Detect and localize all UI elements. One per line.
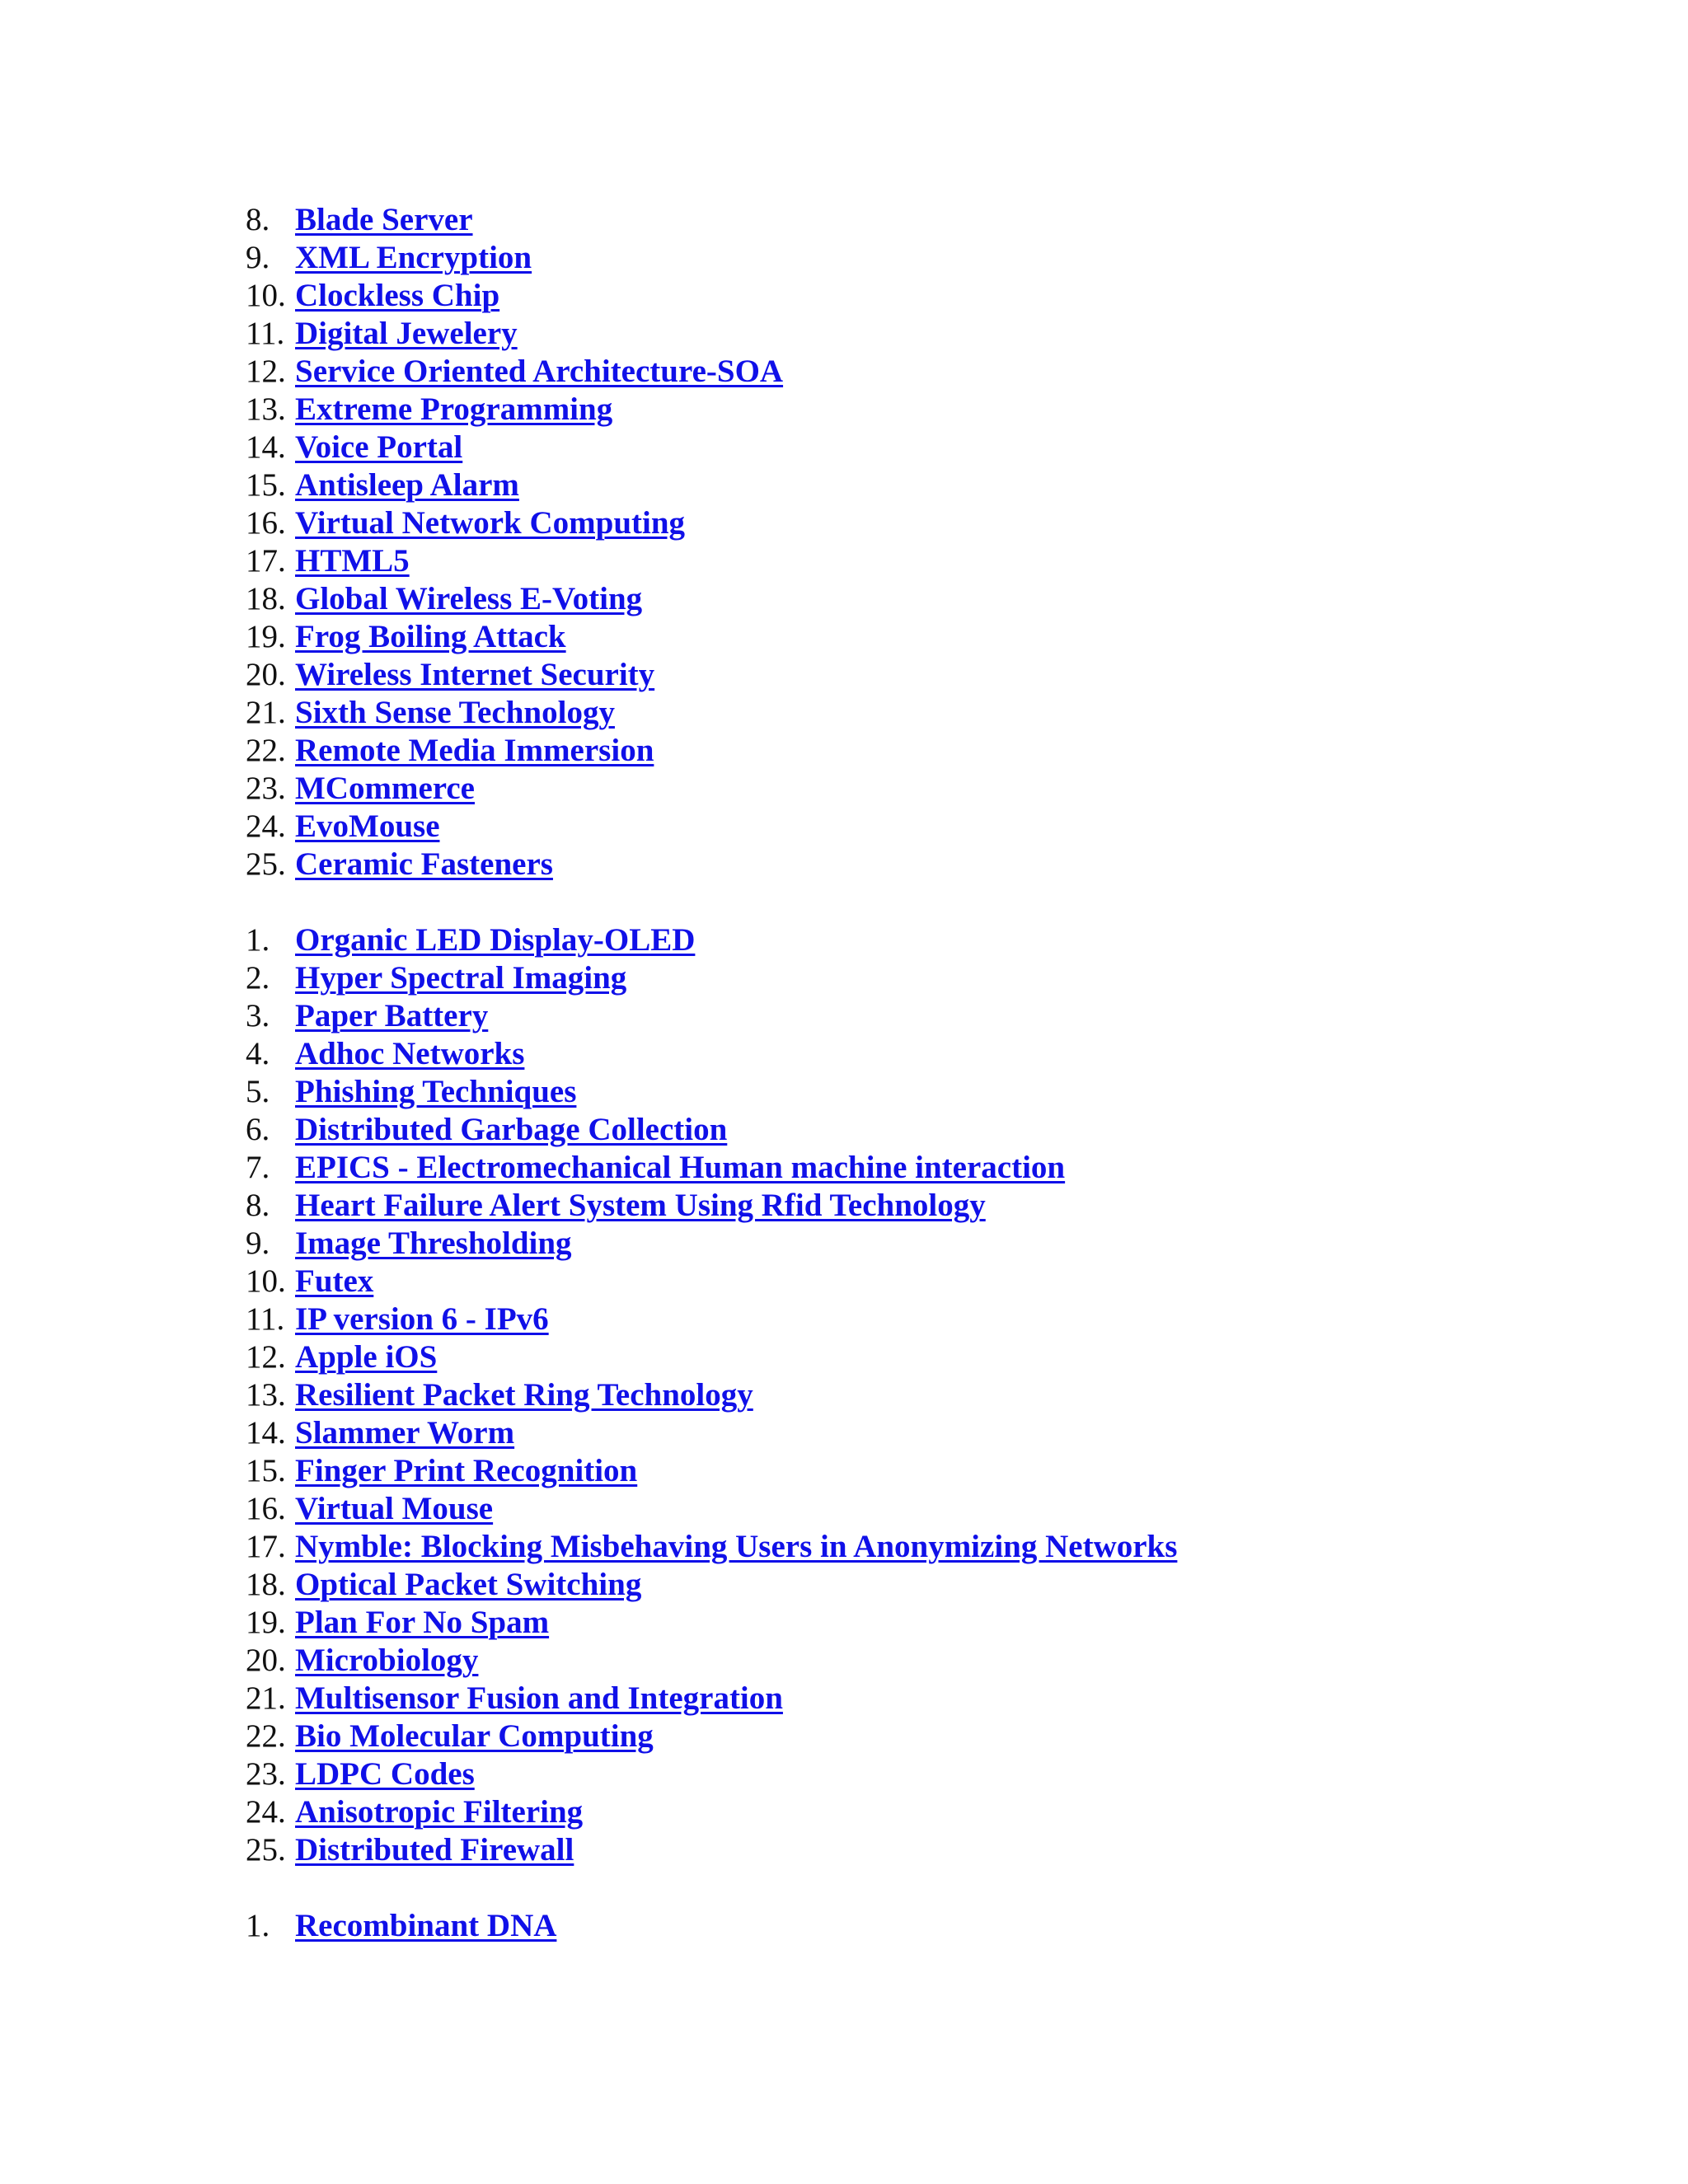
item-number: 1. [246, 922, 270, 958]
list-item [246, 1111, 1647, 1149]
item-number: 25. [246, 1832, 286, 1868]
topic-link[interactable]: IP version 6 - IPv6 [295, 1301, 549, 1337]
topic-link[interactable]: Extreme Programming [295, 391, 613, 427]
topic-link[interactable]: Paper Battery [295, 998, 489, 1033]
list-item [246, 1301, 1647, 1338]
topic-link[interactable]: Ceramic Fasteners [295, 846, 553, 882]
topic-link[interactable]: Resilient Packet Ring Technology [295, 1377, 753, 1413]
list-item [246, 997, 1647, 1035]
item-number: 21. [246, 1680, 286, 1716]
topic-link[interactable]: Phishing Techniques [295, 1074, 577, 1109]
topic-link[interactable]: Antisleep Alarm [295, 467, 519, 503]
list-item [246, 1793, 1647, 1831]
topic-link[interactable]: Wireless Internet Security [295, 657, 655, 692]
item-number: 4. [246, 1036, 270, 1071]
topic-link[interactable]: Adhoc Networks [295, 1036, 525, 1071]
list-item [246, 694, 1647, 732]
item-number: 12. [246, 354, 286, 389]
item-number: 9. [246, 240, 270, 275]
topic-list [246, 921, 1647, 1869]
list-item [246, 1452, 1647, 1490]
topic-link[interactable]: Frog Boiling Attack [295, 619, 566, 654]
list-item [246, 656, 1647, 694]
item-number: 20. [246, 657, 286, 692]
item-number: 9. [246, 1226, 270, 1261]
topic-link[interactable]: Microbiology [295, 1643, 479, 1678]
item-number: 17. [246, 543, 286, 579]
item-number: 19. [246, 1605, 286, 1640]
list-item [246, 770, 1647, 808]
topic-link[interactable]: Distributed Garbage Collection [295, 1112, 728, 1147]
list-item [246, 429, 1647, 466]
item-number: 12. [246, 1339, 286, 1375]
list-item [246, 391, 1647, 429]
topic-link[interactable]: Organic LED Display-OLED [295, 922, 696, 958]
topic-list [246, 201, 1647, 883]
item-number: 11. [246, 316, 285, 351]
item-number: 21. [246, 695, 286, 730]
list-item [246, 466, 1647, 504]
list-item [246, 1566, 1647, 1604]
item-number: 5. [246, 1074, 270, 1109]
topic-link[interactable]: Heart Failure Alert System Using Rfid Technology [295, 1188, 986, 1223]
topic-link[interactable]: Anisotropic Filtering [295, 1794, 584, 1830]
topic-link[interactable]: Multisensor Fusion and Integration [295, 1680, 783, 1716]
item-number: 11. [246, 1301, 285, 1337]
topic-link[interactable]: Image Thresholding [295, 1226, 572, 1261]
list-item [246, 1490, 1647, 1528]
topic-link[interactable]: MCommerce [295, 771, 475, 806]
topic-link[interactable]: Sixth Sense Technology [295, 695, 615, 730]
topic-link[interactable]: Digital Jewelery [295, 316, 518, 351]
item-number: 17. [246, 1529, 286, 1564]
item-number: 20. [246, 1643, 286, 1678]
list-item [246, 1073, 1647, 1111]
item-number: 23. [246, 771, 286, 806]
item-number: 10. [246, 278, 286, 313]
topic-link[interactable]: XML Encryption [295, 240, 532, 275]
item-number: 19. [246, 619, 286, 654]
topic-list [246, 1907, 1647, 1945]
item-number: 14. [246, 429, 286, 465]
item-number: 10. [246, 1263, 286, 1299]
list-item [246, 353, 1647, 391]
item-number: 14. [246, 1415, 286, 1451]
topic-link[interactable]: EPICS - Electromechanical Human machine interaction [295, 1150, 1066, 1185]
topic-link[interactable]: LDPC Codes [295, 1756, 475, 1792]
topic-link[interactable]: Finger Print Recognition [295, 1453, 638, 1488]
list-item [246, 504, 1647, 542]
item-number: 18. [246, 581, 286, 616]
list-item [246, 239, 1647, 277]
list-item [246, 846, 1647, 883]
topic-link[interactable]: Virtual Mouse [295, 1491, 494, 1526]
item-number: 15. [246, 1453, 286, 1488]
item-number: 18. [246, 1567, 286, 1602]
list-item [246, 1338, 1647, 1376]
item-number: 16. [246, 505, 286, 541]
list-item [246, 1187, 1647, 1225]
list-item [246, 1149, 1647, 1187]
list-item [246, 1263, 1647, 1301]
topic-link[interactable]: Clockless Chip [295, 278, 500, 313]
topic-link[interactable]: Nymble: Blocking Misbehaving Users in Anonymizing Networks [295, 1529, 1178, 1564]
item-number: 8. [246, 1188, 270, 1223]
list-item [246, 1035, 1647, 1073]
list-item [246, 277, 1647, 315]
topic-link[interactable]: EvoMouse [295, 808, 440, 844]
item-number: 6. [246, 1112, 270, 1147]
topic-link[interactable]: Blade Server [295, 202, 473, 237]
item-number: 13. [246, 391, 286, 427]
list-item [246, 1528, 1647, 1566]
list-item [246, 1831, 1647, 1869]
item-number: 23. [246, 1756, 286, 1792]
item-number: 16. [246, 1491, 286, 1526]
topic-link[interactable]: Apple iOS [295, 1339, 438, 1375]
list-item [246, 201, 1647, 239]
topic-link[interactable]: Plan For No Spam [295, 1605, 550, 1640]
item-number: 3. [246, 998, 270, 1033]
list-item [246, 542, 1647, 580]
item-number: 24. [246, 1794, 286, 1830]
topic-link[interactable]: Hyper Spectral Imaging [295, 960, 627, 996]
topic-link[interactable]: Distributed Firewall [295, 1832, 574, 1868]
item-number: 13. [246, 1377, 286, 1413]
list-item [246, 315, 1647, 353]
list-item [246, 1907, 1647, 1945]
item-number: 7. [246, 1150, 270, 1185]
topic-link[interactable]: Bio Molecular Computing [295, 1718, 654, 1754]
item-number: 8. [246, 202, 270, 237]
item-number: 2. [246, 960, 270, 996]
list-item [246, 732, 1647, 770]
topic-link[interactable]: Global Wireless E-Voting [295, 581, 643, 616]
list-item [246, 1755, 1647, 1793]
topic-link[interactable]: Recombinant DNA [295, 1908, 557, 1943]
topic-link[interactable]: Futex [295, 1263, 374, 1299]
item-number: 22. [246, 733, 286, 768]
list-item [246, 1604, 1647, 1642]
list-item [246, 1642, 1647, 1680]
list-item [246, 921, 1647, 959]
item-number: 25. [246, 846, 286, 882]
item-number: 15. [246, 467, 286, 503]
item-number: 24. [246, 808, 286, 844]
topic-link[interactable]: Remote Media Immersion [295, 733, 654, 768]
topic-lists [246, 201, 1647, 1945]
list-item [246, 808, 1647, 846]
item-number: 22. [246, 1718, 286, 1754]
list-item [246, 618, 1647, 656]
list-item [246, 1414, 1647, 1452]
item-number: 1. [246, 1908, 270, 1943]
list-item [246, 580, 1647, 618]
list-item [246, 959, 1647, 997]
topic-link[interactable]: Voice Portal [295, 429, 463, 465]
topic-link[interactable]: Slammer Worm [295, 1415, 515, 1451]
list-item [246, 1718, 1647, 1755]
topic-link[interactable]: HTML5 [295, 543, 410, 579]
list-item [246, 1680, 1647, 1718]
topic-link[interactable]: Virtual Network Computing [295, 505, 686, 541]
list-item [246, 1376, 1647, 1414]
list-item [246, 1225, 1647, 1263]
topic-link[interactable]: Service Oriented Architecture-SOA [295, 354, 784, 389]
topic-link[interactable]: Optical Packet Switching [295, 1567, 642, 1602]
